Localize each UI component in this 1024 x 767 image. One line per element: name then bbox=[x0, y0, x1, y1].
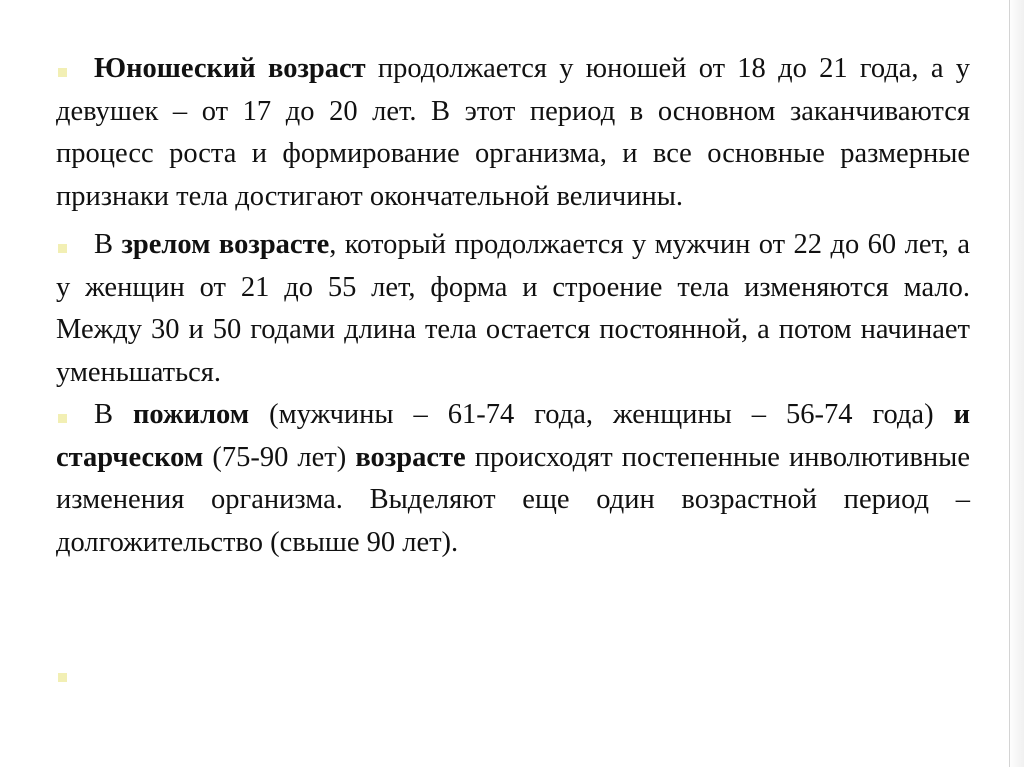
paragraph-prefix: В bbox=[94, 229, 122, 260]
paragraph-text: происходят постепенные инволютивные изменения организма. Выделяют еще один возрастной период – долгожительство (свыше 90 лет). bbox=[56, 441, 970, 558]
paragraph-prefix: В bbox=[94, 399, 134, 430]
paragraph-text: (мужчины – 61-74 года, женщины – 56-74 года) bbox=[249, 399, 954, 430]
term-senile: и старческом bbox=[56, 399, 970, 473]
slide-edge-line bbox=[1009, 0, 1010, 767]
paragraph-elderly-age bbox=[56, 394, 970, 564]
term-elderly: пожилом bbox=[133, 399, 250, 430]
paragraph-text: (75-90 лет) bbox=[203, 441, 356, 473]
paragraph-mature-age bbox=[56, 224, 970, 394]
bullet-icon bbox=[58, 414, 67, 423]
term-mature-age: зрелом возрасте bbox=[121, 229, 330, 260]
bullet-icon bbox=[58, 244, 67, 253]
term-age: возрасте bbox=[355, 441, 466, 473]
bullet-icon bbox=[58, 68, 67, 77]
empty-bullet-icon bbox=[58, 673, 67, 682]
slide-edge-shadow bbox=[1008, 0, 1024, 767]
paragraph-youth-age bbox=[56, 48, 970, 218]
slide-content bbox=[56, 48, 970, 580]
paragraph-text: продолжается у юношей от 18 до 21 года, а у девушек – от 17 до 20 лет. В этот период в основном заканчиваются процесс роста и формирование организма, и все основные размерные признаки тела достигают окончательной величины. bbox=[56, 53, 970, 212]
term-youth-age: Юношеский возраст bbox=[94, 53, 366, 84]
paragraph-text: , который продолжается у мужчин от 22 до 60 лет, а у женщин от 21 до 55 лет, форма и строение тела изменяются мало. Между 30 и 50 годами длина тела остается постоянной, а потом начинает уменьшаться. bbox=[56, 229, 970, 388]
